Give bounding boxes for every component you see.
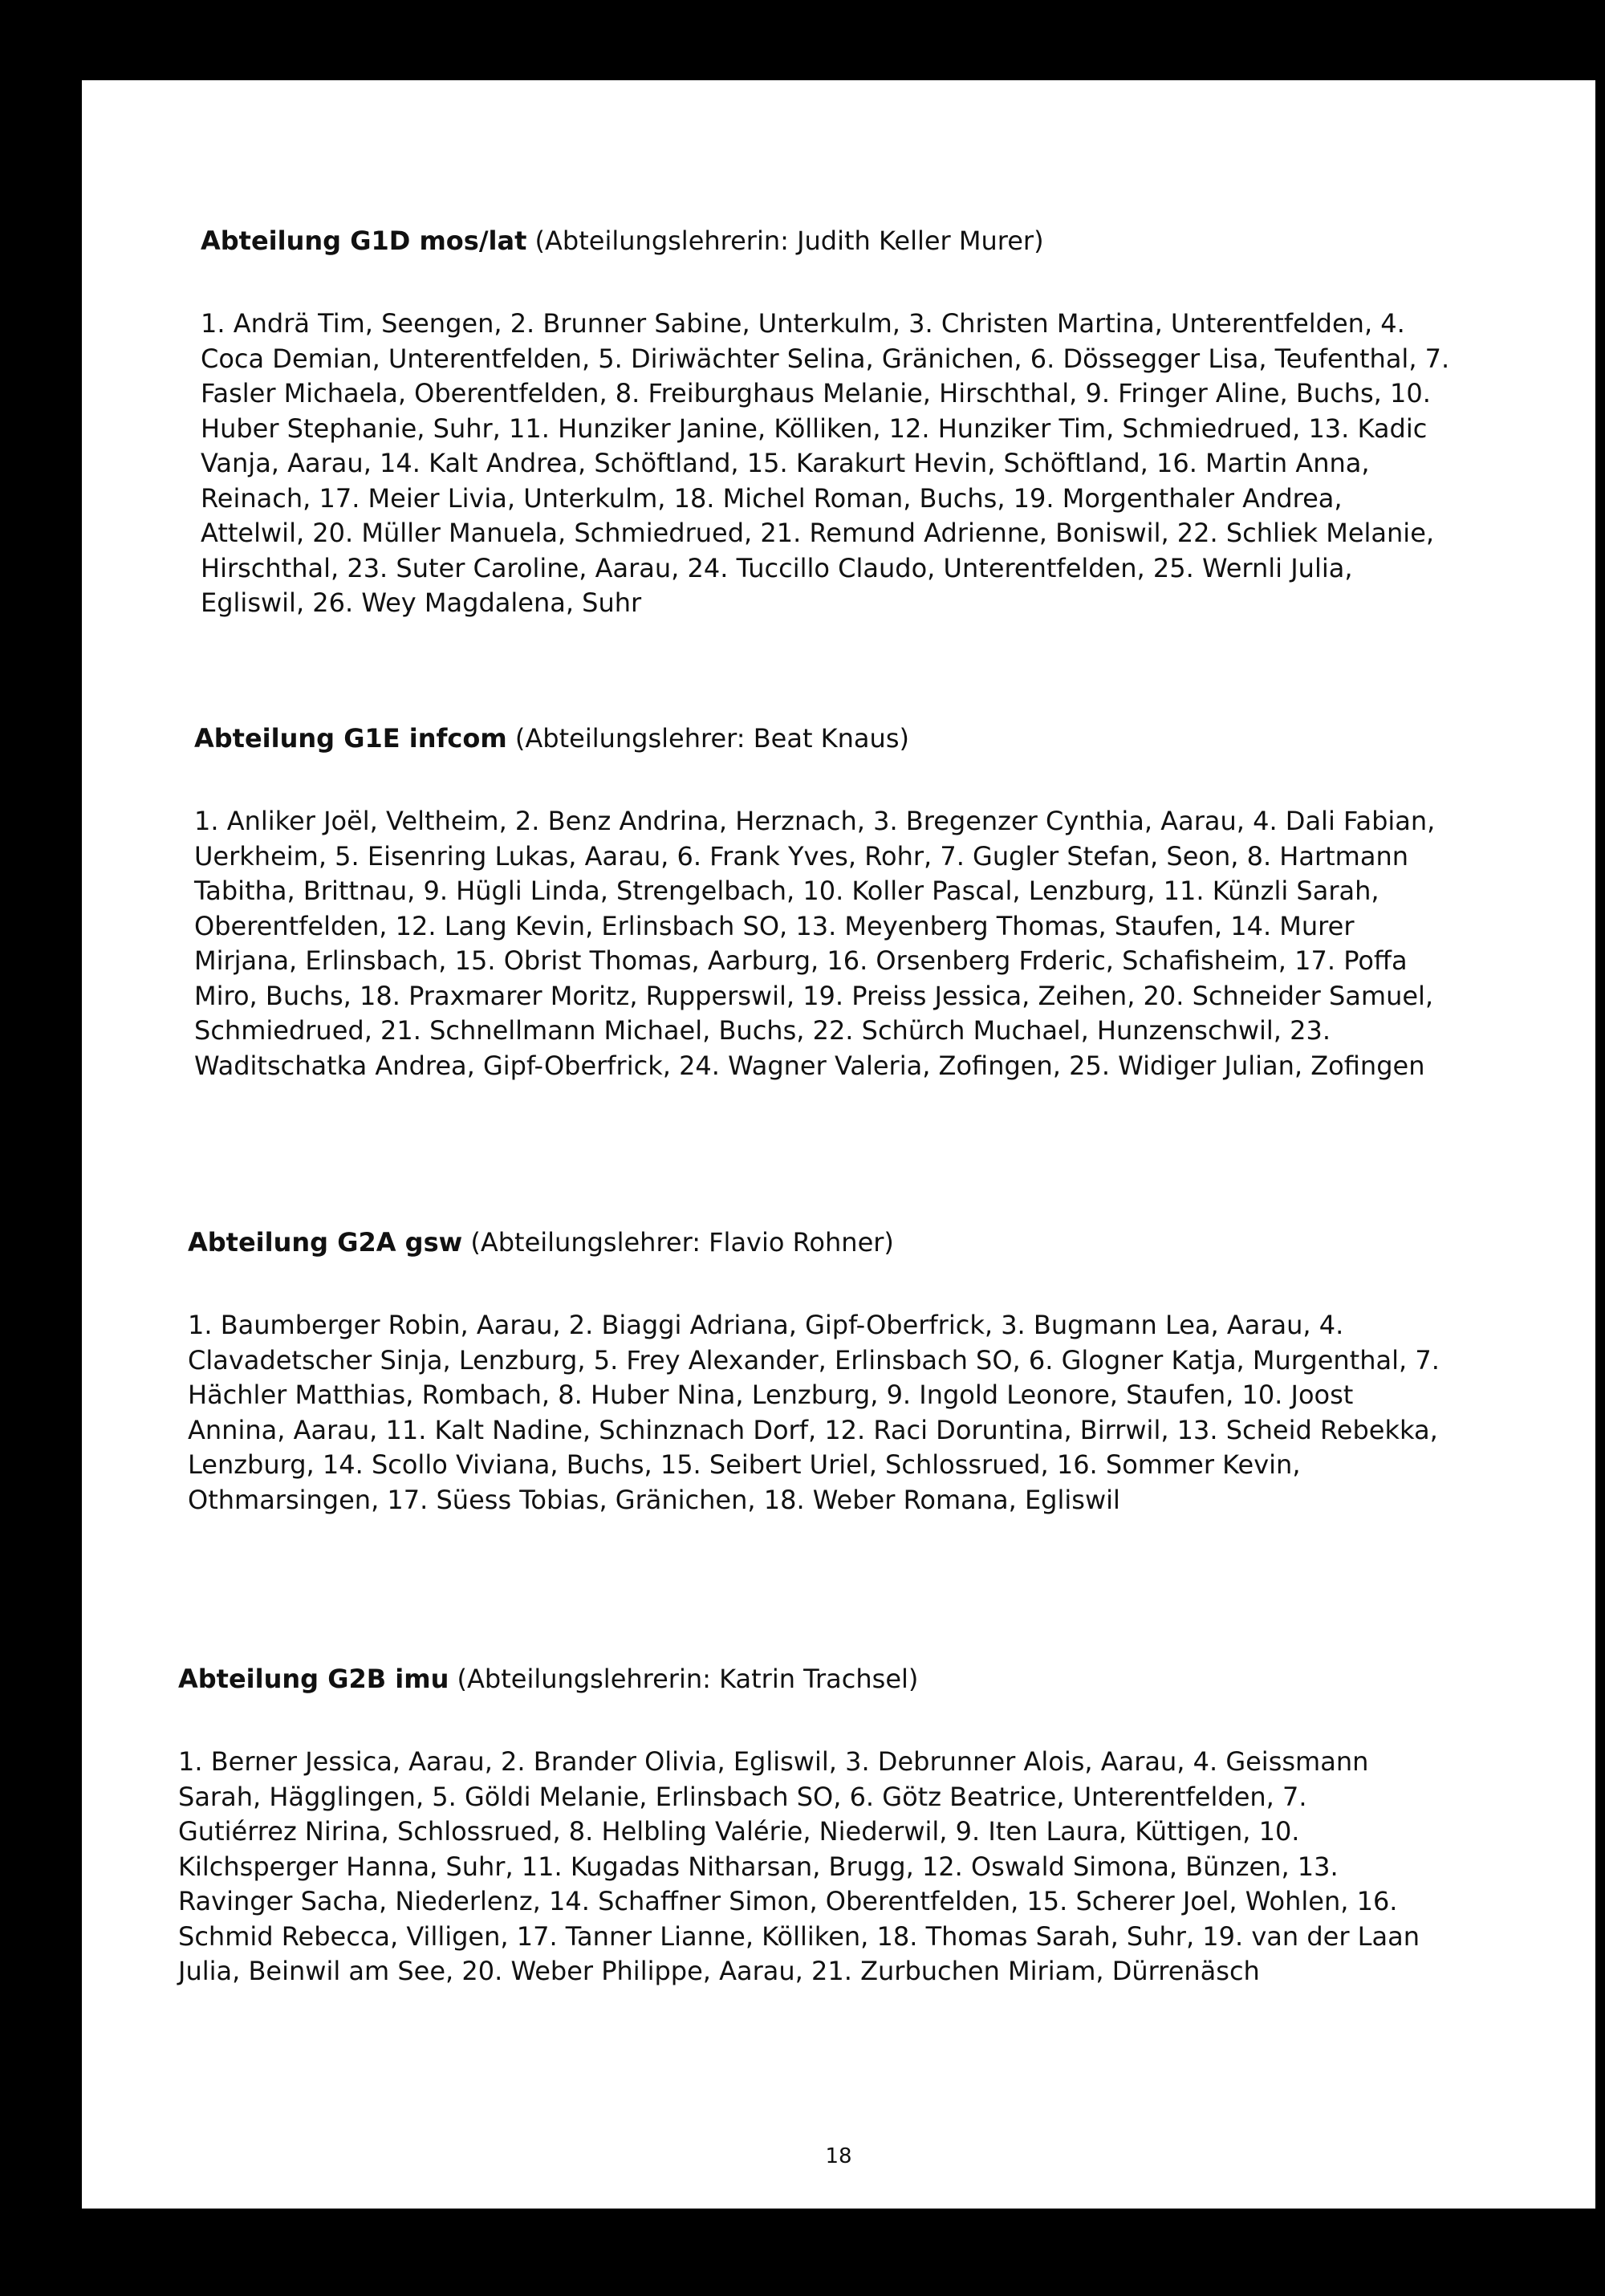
section-heading — [178, 1663, 1430, 1695]
class-name: Abteilung G1E infcom — [194, 723, 507, 754]
document-page — [82, 80, 1595, 2209]
class-name: Abteilung G2B imu — [178, 1664, 449, 1694]
section-g2a — [188, 1226, 1440, 1518]
student-list: 1. Anliker Joël, Veltheim, 2. Benz Andrina, Herznach, 3. Bregenzer Cynthia, Aarau, 4. Dali Fabian, Uerkheim, 5. Eisenring Lukas, Aarau, 6. Frank Yves, Rohr, 7. Gugler Stefan, Seon, 8. Hartmann Tabitha, Brittnau, 9. Hügli Linda, Strengelbach, 10. Koller Pascal, Lenzburg, 11. Künzli Sarah, Oberentfelden, 12. Lang Kevin, Erlinsbach SO, 13. Meyenberg Thomas, Staufen, 14. Murer Mirjana, Erlinsbach, 15. Obrist Thomas, Aarburg, 16. Orsenberg Frderic, Schafisheim, 17. Poffa Miro, Buchs, 18. Praxmarer Moritz, Rupperswil, 19. Preiss Jessica, Zeihen, 20. Schneider Samuel, Schmiedrued, 21. Schnellmann Michael, Buchs, 22. Schürch Muchael, Hunzenschwil, 23. Waditschatka Andrea, Gipf-Oberfrick, 24. Wagner Valeria, Zofingen, 25. Widiger Julian, Zofingen — [194, 806, 1436, 1081]
student-list: 1. Baumberger Robin, Aarau, 2. Biaggi Adriana, Gipf-Oberfrick, 3. Bugmann Lea, Aarau, 4. Clavadetscher Sinja, Lenzburg, 5. Frey Alexander, Erlinsbach SO, 6. Glogner Katja, Murgenthal, 7. Hächler Matthias, Rombach, 8. Huber Nina, Lenzburg, 9. Ingold Leonore, Staufen, 10. Joost Annina, Aarau, 11. Kalt Nadine, Schinznach Dorf, 12. Raci Doruntina, Birrwil, 13. Scheid Rebekka, Lenzburg, 14. Scollo Viviana, Buchs, 15. Seibert Uriel, Schlossrued, 16. Sommer Kevin, Othmarsingen, 17. Süess Tobias, Gränichen, 18. Weber Romana, Egliswil — [188, 1310, 1440, 1515]
section-g1d — [201, 225, 1453, 621]
section-g1e — [194, 722, 1446, 1083]
section-g2b — [178, 1663, 1430, 1989]
teacher-note: (Abteilungslehrer: Beat Knaus) — [514, 723, 909, 754]
section-heading — [188, 1226, 1440, 1258]
page-number: 18 — [825, 2144, 852, 2168]
section-heading — [194, 722, 1446, 754]
student-list: 1. Andrä Tim, Seengen, 2. Brunner Sabine, Unterkulm, 3. Christen Martina, Unterentfelden, 4. Coca Demian, Unterentfelden, 5. Diriwächter Selina, Gränichen, 6. Dössegger Lisa, Teufenthal, 7. Fasler Michaela, Oberentfelden, 8. Freiburghaus Melanie, Hirschthal, 9. Fringer Aline, Buchs, 10. Huber Stephanie, Suhr, 11. Hunziker Janine, Kölliken, 12. Hunziker Tim, Schmiedrued, 13. Kadic Vanja, Aarau, 14. Kalt Andrea, Schöftland, 15. Karakurt Hevin, Schöftland, 16. Martin Anna, Reinach, 17. Meier Livia, Unterkulm, 18. Michel Roman, Buchs, 19. Morgenthaler Andrea, Attelwil, 20. Müller Manuela, Schmiedrued, 21. Remund Adrienne, Boniswil, 22. Schliek Melanie, Hirschthal, 23. Suter Caroline, Aarau, 24. Tuccillo Claudo, Unterentfelden, 25. Wernli Julia, Egliswil, 26. Wey Magdalena, Suhr — [201, 308, 1450, 618]
student-list: 1. Berner Jessica, Aarau, 2. Brander Olivia, Egliswil, 3. Debrunner Alois, Aarau, 4. Geissmann Sarah, Hägglingen, 5. Göldi Melanie, Erlinsbach SO, 6. Götz Beatrice, Unterentfelden, 7. Gutiérrez Nirina, Schlossrued, 8. Helbling Valérie, Niederwil, 9. Iten Laura, Küttigen, 10. Kilchsperger Hanna, Suhr, 11. Kugadas Nitharsan, Brugg, 12. Oswald Simona, Bünzen, 13. Ravinger Sacha, Niederlenz, 14. Schaffner Simon, Oberentfelden, 15. Scherer Joel, Wohlen, 16. Schmid Rebecca, Villigen, 17. Tanner Lianne, Kölliken, 18. Thomas Sarah, Suhr, 19. van der Laan Julia, Beinwil am See, 20. Weber Philippe, Aarau, 21. Zurbuchen Miriam, Dürrenäsch — [178, 1746, 1420, 1986]
teacher-note: (Abteilungslehrerin: Katrin Trachsel) — [457, 1664, 919, 1694]
section-heading — [201, 225, 1453, 257]
class-name: Abteilung G2A gsw — [188, 1227, 463, 1258]
teacher-note: (Abteilungslehrer: Flavio Rohner) — [470, 1227, 894, 1258]
class-name: Abteilung G1D mos/lat — [201, 226, 527, 256]
teacher-note: (Abteilungslehrerin: Judith Keller Murer) — [534, 226, 1044, 256]
